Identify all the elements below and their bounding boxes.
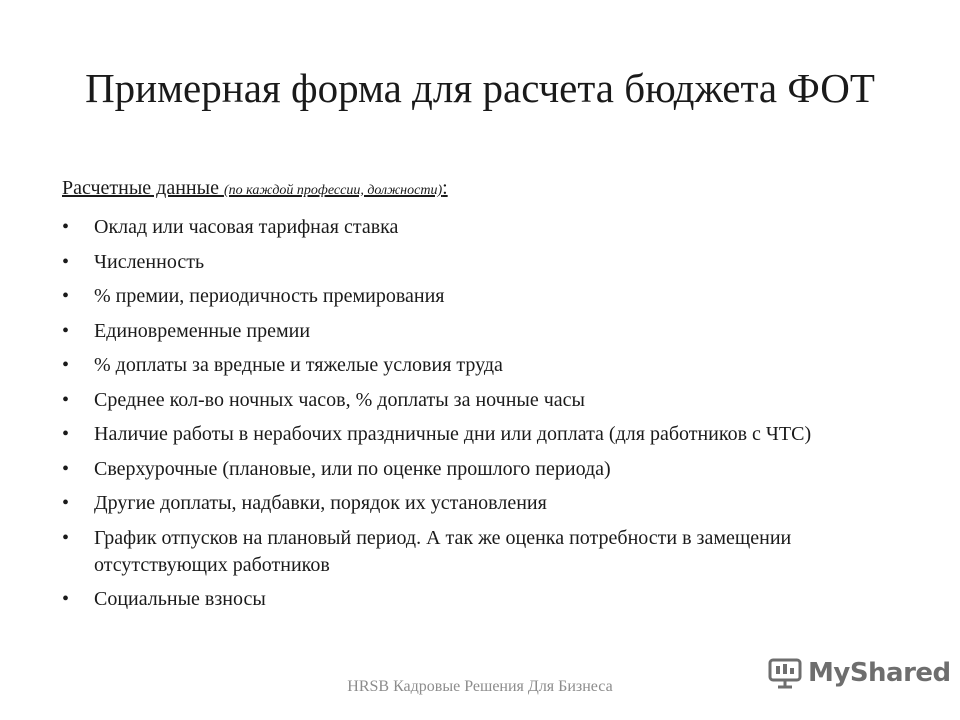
list-item	[62, 283, 902, 310]
list-item-text: Среднее кол-во ночных часов, % доплаты за ночные часы	[94, 388, 585, 411]
list-item	[62, 387, 902, 414]
list-item-text: Единовременные премии	[94, 319, 311, 342]
bullet-icon: •	[62, 285, 70, 307]
list-item	[62, 490, 902, 517]
list-item-text: График отпусков на плановый период. А так же оценка потребности в замещении отсутствующих работников	[94, 526, 792, 576]
bullet-icon: •	[62, 492, 70, 514]
list-item	[62, 352, 902, 379]
list-item-text: Оклад или часовая тарифная ставка	[94, 216, 399, 238]
list-item-text: Наличие работы в нерабочих праздничные дни или доплата (для работников с ЧТС)	[94, 423, 812, 445]
list-item-text: % премии, периодичность премирования	[94, 285, 445, 307]
list-item	[62, 525, 902, 579]
list-item-text: % доплаты за вредные и тяжелые условия труда	[94, 354, 503, 376]
bullet-icon: •	[62, 457, 70, 480]
list-item	[62, 456, 902, 483]
bullet-icon: •	[62, 250, 70, 273]
bullet-icon: •	[62, 526, 70, 549]
list-item	[62, 421, 902, 448]
list-item	[62, 214, 902, 241]
bullet-icon: •	[62, 588, 70, 610]
list-item-text: Социальные взносы	[94, 588, 266, 610]
list-item	[62, 318, 902, 345]
subheading-note: (по каждой профессии, должности)	[223, 183, 443, 198]
slide-title: Примерная форма для расчета бюджета ФОТ	[85, 65, 875, 111]
subheading-suffix: :	[442, 177, 448, 199]
list-item-text: Другие доплаты, надбавки, порядок их установления	[94, 492, 547, 514]
list-item	[62, 586, 902, 613]
bullet-icon: •	[62, 319, 70, 342]
bullet-icon: •	[62, 423, 70, 445]
list-item-text: Численность	[94, 250, 205, 273]
bullet-list	[62, 214, 902, 621]
bullet-icon: •	[62, 354, 70, 376]
watermark-brand-text: MyShared	[808, 658, 951, 688]
presentation-screen-icon	[768, 656, 802, 690]
bullet-icon: •	[62, 388, 70, 411]
subheading	[62, 177, 448, 200]
list-item	[62, 249, 902, 276]
subheading-label: Расчетные данные	[62, 177, 224, 199]
slide-footer: HRSB Кадровые Решения Для Бизнеса	[347, 678, 613, 695]
watermark-logo[interactable]	[768, 655, 951, 691]
list-item-text: Сверхурочные (плановые, или по оценке прошлого периода)	[94, 457, 611, 480]
bullet-icon: •	[62, 216, 70, 238]
